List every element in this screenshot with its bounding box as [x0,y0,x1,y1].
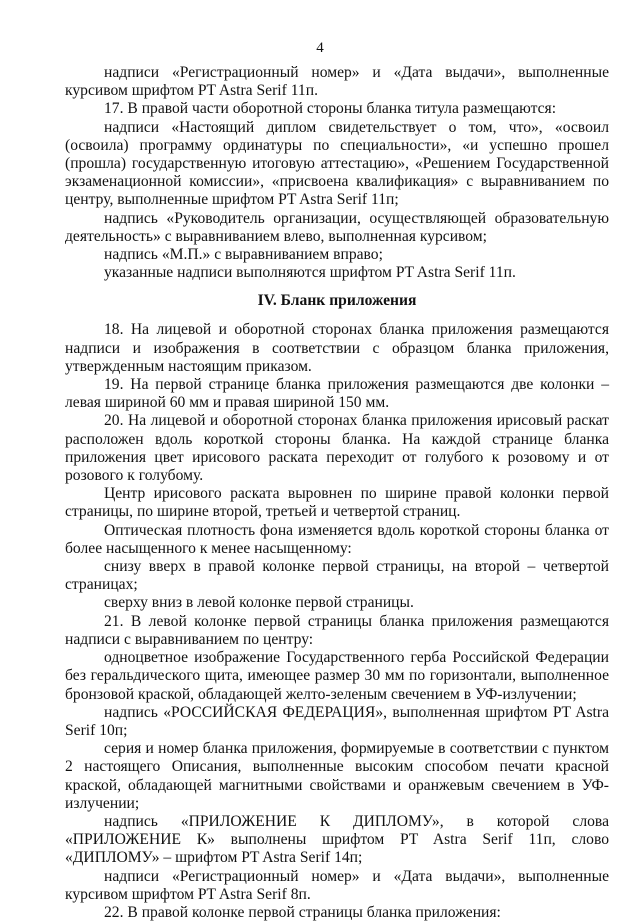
paragraph: сверху вниз в левой колонке первой страницы. [104,594,414,612]
paragraph: надпись «М.П.» с выравниванием вправо; [104,246,383,264]
paragraph: Центр ирисового раската выровнен по ширине правой колонки первой страницы, по ширине второй, третьей и четвертой страниц. [65,485,609,521]
paragraph: 17. В правой части оборотной стороны бланка титула размещаются: [104,100,557,118]
paragraph: 18. На лицевой и оборотной сторонах бланка приложения размещаются надписи и изображения в соответствии с образцом бланка приложения, утвержденным настоящим приказом. [65,321,609,375]
paragraph: надписи «Настоящий диплом свидетельствует о том, что», «освоил (освоила) программу ординатуры по специальности», «и успешно прошел (прошла) государственную итоговую аттестацию», «Решением Государственной экзаменационной комиссии», «присвоена квалификация» с выравниванием по центру, выполненные шрифтом PT Astra Serif 11п; [65,118,609,209]
paragraph: надпись «ПРИЛОЖЕНИЕ К ДИПЛОМУ», в которой слова «ПРИЛОЖЕНИЕ К» выполнены шрифтом PT Astra Serif 11п, слово «ДИПЛОМУ» – шрифтом PT Astra Serif 14п; [65,812,609,867]
section-heading: IV. Бланк приложения [257,292,417,310]
paragraph: снизу вверх в правой колонке первой страницы, на второй – четвертой страницах; [65,558,609,594]
paragraph: Оптическая плотность фона изменяется вдоль короткой стороны бланка от более насыщенного к менее насыщенному: [65,521,609,557]
paragraph: 21. В левой колонке первой страницы бланка приложения размещаются надписи с выравниванием по центру: [65,612,609,648]
paragraph: надпись «Руководитель организации, осуществляющей образовательную деятельность» с выравниванием влево, выполненная курсивом; [65,209,609,245]
page-number: 4 [316,40,324,56]
paragraph: надписи «Регистрационный номер» и «Дата выдачи», выполненные курсивом шрифтом PT Astra Serif 11п. [65,64,609,100]
document-body [65,64,609,922]
paragraph: указанные надписи выполняются шрифтом PT Astra Serif 11п. [104,264,516,282]
paragraph: надписи «Регистрационный номер» и «Дата выдачи», выполненные курсивом шрифтом PT Astra Serif 8п. [65,867,609,903]
paragraph: 20. На лицевой и оборотной сторонах бланка приложения ирисовый раскат расположен вдоль короткой стороны бланка. На каждой странице бланка приложения цвет ирисового раската переходит от голубого к розовому и от розового к голубому. [65,412,609,485]
paragraph: одноцветное изображение Государственного герба Российской Федерации без геральдического щита, имеющее размер 30 мм по горизонтали, выполненное бронзовой краской, обладающей желто-зеленым свечением в УФ-излучении; [65,649,609,703]
paragraph: серия и номер бланка приложения, формируемые в соответствии с пунктом 2 настоящего Описания, выполненные высоким способом печати красной краской, обладающей магнитными свойствами и оранжевым свечением в УФ-излучении; [65,740,609,812]
paragraph: 22. В правой колонке первой страницы бланка приложения: [104,903,501,921]
paragraph: 19. На первой странице бланка приложения размещаются две колонки – левая шириной 60 мм и правая шириной 150 мм. [65,376,609,412]
paragraph: надпись «РОССИЙСКАЯ ФЕДЕРАЦИЯ», выполненная шрифтом PT Astra Serif 10п; [65,703,609,739]
